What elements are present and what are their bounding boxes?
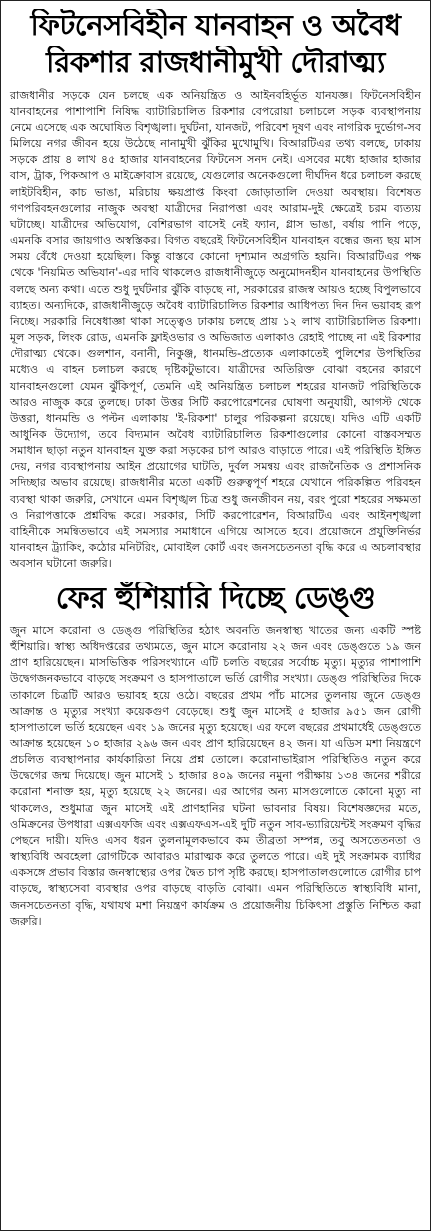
article2-body: জুন মাসে করোনা ও ডেঙ্গু পরিস্থিতির হঠাৎ অবনতি জনস্বাস্থ্য খাতের জন্য একটি স্পষ্ট হুঁশিয়ারি। স্বাস্থ্য অধিদপ্তরের তথ্যমতে, জুন মাসে করোনায় ২২ জন এবং ডেঙ্গুতে ১৯ জন প্রাণ হারিয়েছেন। মাসভিত্তিক পরিসংখ্যানে এটি চলতি বছরের সর্বোচ্চ মৃত্যু। মৃত্যুর পাশাপাশি উদ্বেগজনকভাবে বাড়ছে সংক্রমণ ও হাসপাতালে ভর্তি রোগীর সংখ্যা। ডেঙ্গু পরিস্থিতির দিকে তাকালে চিত্রটি আরও ভয়াবহ হয়ে ওঠে। বছরের প্রথম পাঁচ মাসের তুলনায় জুনে ডেঙ্গু আক্রান্ত ও মৃত্যুর সংখ্যা কয়েকগুণ বেড়েছে। শুধু জুন মাসেই ৫ হাজার ৯৫১ জন রোগী হাসপাতালে ভর্তি হয়েছেন এবং ১৯ জনের মৃত্যু হয়েছে। এর ফলে বছরের প্রথমার্ধেই ডেঙ্গুতে আক্রান্ত হয়েছেন ১০ হাজার ২৯৬ জন এবং প্রাণ হারিয়েছেন ৪২ জন। যা এডিস মশা নিয়ন্ত্রণে প্রচলিত ব্যবস্থাপনার কার্যকারিতা নিয়ে প্রশ্ন তোলে। করোনাভাইরাস পরিস্থিতিও নতুন করে উদ্বেগের জন্ম দিয়েছে। জুন মাসেই ১ হাজার ৪০৯ জনের নমুনা পরীক্ষায় ১৩৪ জনের শরীরে করোনা শনাক্ত হয়, মৃত্যু হয়েছে ২২ জনের। এর আগের অন্য মাসগুলোতে কোনো মৃত্যু না থাকলেও, শুধুমাত্র জুন মাসেই এই প্রাণহানির ঘটনা ভাবনার বিষয়। বিশেষজ্ঞদের মতে, ওমিক্রনের উপধারা এক্সএফজি এবং এক্সএফএস-এই দুটি নতুন সাব-ভ্যারিয়েন্টই সংক্রমণ বৃদ্ধির পেছনে দায়ী। যদিও এসব ধরন তুলনামূলকভাবে কম তীব্রতা সম্পন্ন, তবু অসতেতনতা ও স্বাস্থ্যবিধি অবহেলা রোগটিকে আবারও মারাত্মক করে তুলতে পারে। এই দুই সংক্রামক ব্যাধির একসঙ্গে প্রভাব বিস্তার জনস্বাস্থ্যের ওপর দ্বৈত চাপ সৃষ্টি করছে। হাসপাতালগুলোতে রোগীর চাপ বাড়ছে, স্বাস্থ্যসেবা ব্যবস্থার ওপর বাড়ছে বাড়তি বোঝা। এমন পরিস্থিতিতে স্বাস্থ্যবিধি মানা, জনসচেতনতা বৃদ্ধি, যথাযথ মশা নিয়ন্ত্রণ কার্যক্রম ও প্রয়োজনীয় চিকিৎসা প্রস্তুতি নিশ্চিত করা জরুরি। [10,623,421,928]
article2-headline: ফের হুঁশিয়ারি দিচ্ছে ডেঙ্গু [55,582,376,617]
article-fitness-rickshaw [1,9,430,572]
article1-headline-line1: ফিটনেসবিহীন যানবাহন ও অবৈধ [30,9,401,42]
article1-headline-line2: রিকশার রাজধানীমুখী দৌরাত্ম্য [46,46,385,80]
article1-body: রাজধানীর সড়কে যেন চলছে এক অনিয়ন্ত্রিত ও আইনবহির্ভূত যানযজ্ঞ। ফিটনেসবিহীন যানবাহনের পাশাপাশি নিষিদ্ধ ব্যাটারিচালিত রিকশার বেপরোয়া চলাচলে সড়ক ব্যবস্থাপনায় নেমে এসেছে এক অঘোষিত বিশৃঙ্খলা। দুর্ঘটনা, যানজট, পরিবেশ দূষণ এবং নাগরিক দুর্ভোগ-সব মিলিয়ে নগর জীবন হয়ে উঠেছে নানামুখী ঝুঁকির মুখোমুখি। বিআরটিএর তথ্য বলছে, ঢাকায় সড়কে প্রায় ৪ লাখ ৪৫ হাজার যানবাহনের ফিটনেস সনদ নেই। এসবের মধ্যে হাজার হাজার বাস, ট্রাক, পিকআপ ও মাইক্রোবাস রয়েছে, যেগুলোর অনেকগুলো দীর্ঘদিন ধরে চলাচল করছে লাইটবিহীন, কাচ ভাঙা, মরিচায় ক্ষয়প্রাপ্ত কিংবা জোড়াতালি দেওয়া অবস্থায়। বিশেষত গণপরিবহনগুলোর নাজুক অবস্থা যাত্রীদের নিরাপত্তা এবং আরাম-দুই ক্ষেত্রেই চরম ব্যত্যয় ঘটাচ্ছে। যাত্রীদের অভিযোগ, বেশিরভাগ বাসেই নেই ফ্যান, গ্লাস ভাঙা, বর্ষায় পানি পড়ে, এমনকি বসার জায়গাও অস্বস্তিকর। বিগত বছরেই ফিটনেসবিহীন যানবাহন বন্ধের জন্য ছয় মাস সময় বেঁধে দেওয়া হয়েছিল। কিন্তু বাস্তবে কোনো দৃশ্যমান অগ্রগতি হয়নি। বিআরটিএর পক্ষ থেকে 'নিয়মিত অভিযান'-এর দাবি থাকলেও রাজধানীজুড়ে অনুমোদনহীন যানবাহনের উপস্থিতি বলছে অন্য কথা। এতে শুধু দুর্ঘটনার ঝুঁকি বাড়ছে না, সরকারের রাজস্ব আয়ও হচ্ছে বিপুলভাবে ব্যাহত। অন্যদিকে, রাজধানীজুড়ে অবৈধ ব্যাটারিচালিত রিকশার আধিপত্য দিন দিন ভয়াবহ রূপ নিচ্ছে। সরকারি নিষেধাজ্ঞা থাকা সত্ত্বেও ঢাকায় চলছে প্রায় ১২ লাখ ব্যাটারিচালিত রিকশা। মূল সড়ক, লিংক রোড, এমনকি ফ্লাইওভার ও অভিজাত এলাকাও রেহাই পাচ্ছে না এই রিকশার দৌরাত্ম্য থেকে। গুলশান, বনানী, নিকুঞ্জ, ধানমন্ডি-প্রত্যেক এলাকাতেই পুলিশের উপস্থিতির মধ্যেও এ বাহন চলাচল করছে দৃষ্টিকটুভাবে। যাত্রীদের অতিরিক্ত বোঝা বহনের কারণে যানবাহনগুলো যেমন ঝুঁকিপূর্ণ, তেমনি এই অনিয়ন্ত্রিত চলাচল শহরের যানজট পরিস্থিতিকে আরও নাজুক করে তুলছে। ঢাকা উত্তর সিটি করপোরেশনের ঘোষণা অনুযায়ী, আগস্ট থেকে উত্তরা, ধানমন্ডি ও পল্টন এলাকায় 'ই-রিকশা' চালুর পরিকল্পনা রয়েছে। যদিও এটি একটি আধুনিক উদ্যোগ, তবে বিদ্যমান অবৈধ ব্যাটারিচালিত রিকশাগুলোর কোনো বাস্তবসম্মত সমাধান ছাড়া নতুন যানবাহন যুক্ত করা সড়কের চাপ আরও বাড়াতে পারে। এই পরিস্থিতি ইঙ্গিত দেয়, নগর ব্যবস্থাপনায় আইন প্রয়োগের ঘাটতি, দুর্বল সমন্বয় এবং রাজনৈতিক ও প্রশাসনিক সদিচ্ছার অভাব রয়েছে। রাজধানীর মতো একটি গুরুত্বপূর্ণ শহরে যেখানে পরিকল্পিত পরিবহন ব্যবস্থা থাকা জরুরি, সেখানে এমন বিশৃঙ্খল চিত্র শুধু জনজীবন নয়, বরং পুরো শহরের সক্ষমতা ও নিরাপত্তাকে প্রশ্নবিদ্ধ করে। সরকার, সিটি করপোরেশন, বিআরটিএ এবং আইনশৃঙ্খলা বাহিনীকে সমন্বিতভাবে এই সমস্যার সমাধানে এগিয়ে আসতে হবে। প্রয়োজনে প্রযুক্তিনির্ভর যানবাহন ট্র্যাকিং, কঠোর মনিটরিং, মোবাইল কোর্ট এবং জনসচেতনতা বৃদ্ধি করে এ অচলাবস্থার অবসান ঘটানো জরুরি। [10,88,421,571]
article-dengue [1,582,430,929]
